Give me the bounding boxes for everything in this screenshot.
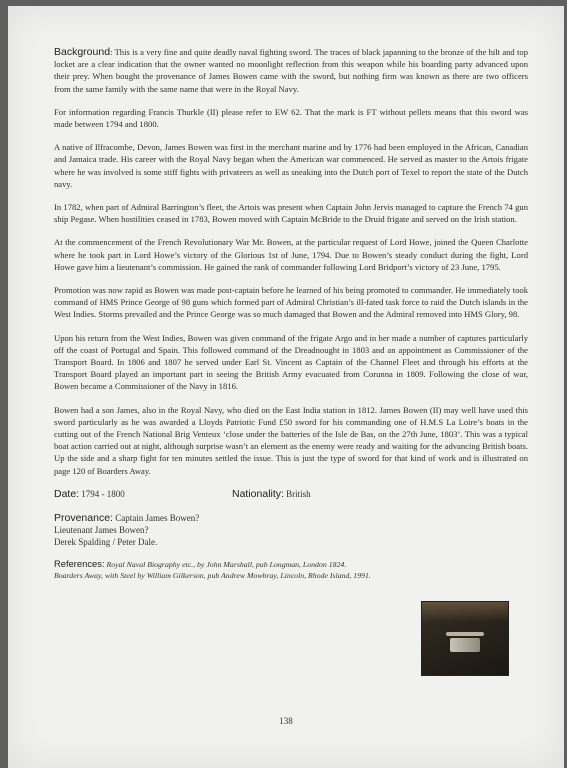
provenance-label: Provenance:: [54, 511, 113, 524]
paragraph-west-indies: Upon his return from the West Indies, Bowen was given command of the frigate Argo and in her made a number of captures particularly off the coast of Portugal and Spain. This followed command of the Dreadnought in 1803 and an appointment as Commissioner of the Transport Board. In 1806 and 1807 he served under Earl St. Vincent as Captain of the Channel Fleet and through his efforts at the Transport Board played an important part in seeing the British Army evacuated from Corunna in 1809. Following the close of war, Bowen became a Commissioner of the Navy in 1816.: [54, 332, 528, 392]
provenance-block: [54, 512, 528, 548]
photo-highlight: [422, 602, 508, 622]
paragraph-promotion: Promotion was now rapid as Bowen was made post-captain before he learned of his being promoted to commander. He immediately took command of HMS Prince George of 98 guns which formed part of Admiral Christian’s ill-fated task force to raid the Dutch islands in the West Indies. Storms prevailed and the Prince George was so much damaged that Bowen and the Admiral removed into HMS Glory, 98.: [54, 285, 528, 320]
date-label: Date:: [54, 487, 80, 500]
nationality-value: British: [286, 488, 311, 499]
nationality-label: Nationality:: [232, 487, 284, 500]
sword-hilt-shape: [450, 638, 480, 652]
sword-guard-shape: [446, 632, 484, 636]
provenance-line: Derek Spalding / Peter Dale.: [54, 536, 158, 547]
date-field: [54, 488, 125, 500]
references-label: References:: [54, 557, 105, 569]
reference-line: [54, 558, 528, 570]
paragraph-1782: In 1782, when part of Admiral Barrington’s fleet, the Artois was present when Captain John Jervis managed to capture the French 74 gun ship Pegase. When hostilities ceased in 1783, Bowen moved with Captain McBride to the Druid frigate and served on the Irish station.: [54, 202, 528, 225]
provenance-line: Lieutenant James Bowen?: [54, 524, 149, 535]
paragraph-son-james: Bowen had a son James, also in the Royal Navy, who died on the East India station in 1812. James Bowen (II) may well have used this sword particularly as he was awarded a Lloyds Patriotic Fund £50 sword for his commanding one of H.M.S La Loire’s boats in the cutting out of the French National Brig Venteux ‘close under the batteries of the Isle de Bas, on the 27th June, 1803’. This was a typical boat action carried out at night, although surprise wasn’t an element as the enemy were ready and waiting for the advancing British boats. Up the side and a sharp fight for ten minutes settled the issue. This is just the type of sword for that kind of work and is illustrated on page 120 of Boarders Away.: [54, 404, 528, 476]
page-content: [54, 46, 528, 581]
background-paragraph: [54, 46, 528, 95]
background-label: Background: [54, 46, 111, 58]
nationality-field: [232, 488, 311, 500]
provenance-first-line: [54, 512, 528, 524]
reference-gilkerson: Boarders Away, with Steel by William Gilkerson, pub Andrew Mowbray, Lincoln, Rhode Island, 1991.: [54, 570, 371, 580]
date-value: 1794 - 1800: [81, 488, 125, 499]
background-text: : This is a very fine and quite deadly naval fighting sword. The traces of black japanning to the bronze of the hilt and top locket are a clear indication that the owner wanted no moonlight reflection from this weapon while his boarding party advanced upon their prey. When bought the provenance of James Bowen came with the sword, but nothing firm was known as there are two officers from the same family with the same name that were in the Royal Navy.: [54, 47, 528, 94]
provenance-value: Captain James Bowen?: [115, 512, 200, 523]
reference-marshall: Royal Naval Biography etc., by John Marshall, pub Longman, London 1824.: [106, 559, 347, 569]
document-page: [8, 6, 564, 768]
paragraph-revolutionary-war: At the commencement of the French Revolutionary War Mr. Bowen, at the particular request of Lord Howe, joined the Queen Charlotte where he took part in Lord Howe’s victory of the Glorious 1st of June, 1794. Due to Bowen’s steady conduct during the fight, Lord Howe gave him a lieutenant’s commission. He gained the rank of commander following Lord Bridport’s victory of 23 June, 1795.: [54, 237, 528, 272]
references-block: [54, 558, 528, 581]
sword-hilt-photo: [421, 601, 509, 676]
paragraph-native: A native of Ilfracombe, Devon, James Bowen was first in the merchant marine and by 1776 had been employed in the African, Canadian and Jamaica trade. His career with the Royal Navy began when the American war commenced. He served as master to the Artois frigate where he was involved is some stiff fights with privateers as well as sneaking into the Dutch port of Texel to report the state of the Dutch navy.: [54, 142, 528, 189]
date-nationality-row: [54, 488, 528, 502]
page-number: 138: [279, 716, 293, 726]
paragraph-thurkle: For information regarding Francis Thurkle (II) please refer to EW 62. That the mark is FT without pellets means that this sword was made between 1794 and 1800.: [54, 106, 528, 130]
reference-line: [54, 570, 528, 581]
